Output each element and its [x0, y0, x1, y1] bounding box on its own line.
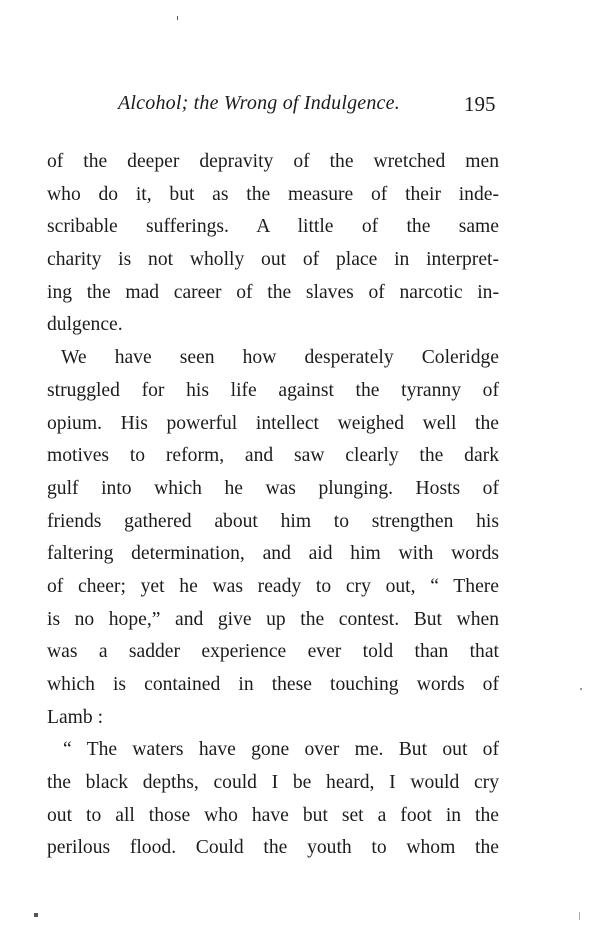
text-line: is no hope,” and give up the contest. But when — [47, 608, 499, 630]
text-line: which is contained in these touching words of — [47, 674, 499, 695]
text-line: of cheer; yet he was ready to cry out, “ There — [47, 575, 499, 597]
scan-speck — [580, 688, 582, 690]
text-line: “ The waters have gone over me. But out of — [63, 739, 499, 761]
text-line: charity is not wholly out of place in interpret- — [47, 249, 499, 271]
text-line: the black depths, could I be heard, I would cry — [47, 772, 499, 794]
text-line: who do it, but as the measure of their inde- — [47, 183, 499, 205]
scan-speck — [177, 16, 178, 20]
text-line: gulf into which he was plunging. Hosts of — [47, 477, 499, 499]
text-line: faltering determination, and aid him with words — [47, 543, 499, 565]
scan-speck — [579, 912, 580, 920]
text-line: ing the mad career of the slaves of narcotic in- — [47, 281, 499, 303]
text-line: motives to reform, and saw clearly the dark — [47, 445, 499, 467]
text-line: out to all those who have but set a foot in the — [47, 804, 499, 826]
text-line: perilous flood. Could the youth to whom the — [47, 837, 499, 859]
page-number: 195 — [464, 92, 496, 116]
running-title: Alcohol; the Wrong of Indulgence. — [118, 92, 400, 114]
text-line: dulgence. — [47, 314, 123, 336]
scan-speck — [34, 913, 38, 917]
text-line: was a sadder experience ever told than that — [47, 641, 499, 663]
page-header — [0, 92, 600, 122]
text-line: friends gathered about him to strengthen his — [47, 510, 499, 532]
body-text — [47, 146, 499, 865]
text-line: Lamb : — [47, 706, 104, 728]
text-line: struggled for his life against the tyranny of — [47, 379, 499, 401]
text-line: We have seen how desperately Coleridge — [61, 347, 499, 369]
text-line: of the deeper depravity of the wretched men — [47, 151, 499, 172]
text-line: scribable sufferings. A little of the same — [47, 216, 499, 238]
text-line: opium. His powerful intellect weighed well the — [47, 412, 499, 434]
